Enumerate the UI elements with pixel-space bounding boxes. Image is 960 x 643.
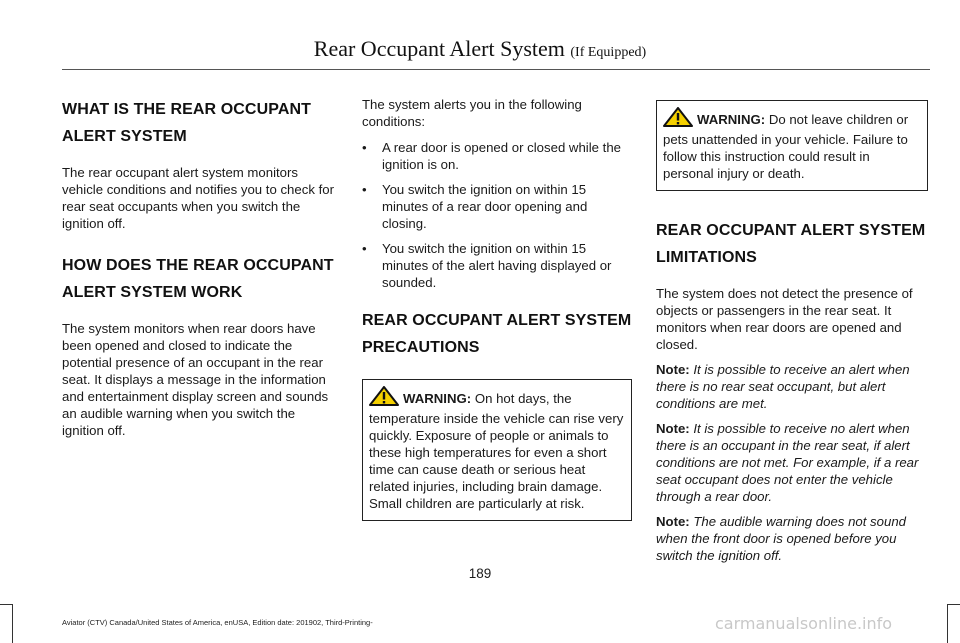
section-heading-how — [62, 252, 338, 306]
heading-line: LIMITATIONS — [656, 249, 757, 266]
bullet-glyph: • — [362, 241, 367, 256]
crop-mark — [948, 604, 960, 605]
column-1 — [62, 96, 338, 439]
warning-label: WARNING: — [697, 112, 766, 127]
crop-mark — [0, 604, 12, 605]
list-item-text: You switch the ignition on within 15 minutes of the alert having displayed or sounded. — [382, 241, 612, 290]
header-title-sub: (If Equipped) — [570, 45, 647, 60]
bullet-glyph: • — [362, 182, 367, 197]
heading-line: REAR OCCUPANT ALERT SYSTEM — [656, 222, 926, 239]
list-item-text: You switch the ignition on within 15 minutes of a rear door opening and closing. — [382, 182, 588, 231]
section-heading-precautions — [362, 307, 632, 361]
header-title — [0, 36, 960, 62]
page-number: 189 — [468, 566, 492, 581]
para-what: The rear occupant alert system monitors vehicle conditions and notifies you to check for rear seat occupants when you switch the ignition off. — [62, 165, 334, 231]
list-item — [362, 139, 632, 173]
column-2 — [362, 96, 632, 521]
note-2 — [656, 420, 928, 505]
warning-triangle-icon — [663, 107, 693, 131]
note-3 — [656, 513, 928, 564]
note-label: Note: — [656, 421, 690, 436]
section-heading-what — [62, 96, 338, 150]
note-text: The audible warning does not sound when the front door is opened before you switch the ignition off. — [656, 514, 906, 563]
heading-line: PRECAUTIONS — [362, 339, 480, 356]
warning-text: On hot days, the temperature inside the vehicle can rise very quickly. Exposure of people or animals to these high temperatures for even a short time can cause death or serious heat related injuries, including brain damage. Small children are particularly at risk. — [369, 391, 624, 511]
note-text: It is possible to receive no alert when there is an occupant in the rear seat, if alert conditions are not met. For example, if a rear seat occupant does not enter the vehicle through a rear door. — [656, 421, 919, 504]
heading-line: WHAT IS THE REAR OCCUPANT — [62, 101, 312, 118]
list-item — [362, 181, 632, 232]
header-title-main: Rear Occupant Alert System — [313, 36, 565, 61]
watermark: carmanualsonline.info — [715, 614, 893, 633]
warning-text: Do not leave children or pets unattended in your vehicle. Failure to follow this instruction could result in personal injury or death. — [663, 112, 909, 181]
warning-box-unattended — [656, 100, 928, 191]
note-text: It is possible to receive an alert when there is no rear seat occupant, but alert conditions are met. — [656, 362, 910, 411]
header-rule — [62, 69, 930, 70]
warning-label: WARNING: — [403, 391, 472, 406]
list-item — [362, 240, 632, 291]
crop-mark — [947, 604, 948, 643]
bullet-glyph: • — [362, 140, 367, 155]
note-label: Note: — [656, 362, 690, 377]
heading-line: ALERT SYSTEM — [62, 128, 187, 145]
edition-footer: Aviator (CTV) Canada/United States of America, enUSA, Edition date: 201902, Third-Printing- — [62, 618, 373, 627]
heading-line: REAR OCCUPANT ALERT SYSTEM — [362, 312, 632, 329]
note-1 — [656, 361, 928, 412]
list-item-text: A rear door is opened or closed while the ignition is on. — [382, 140, 621, 172]
warning-triangle-icon — [369, 386, 399, 410]
crop-mark — [12, 604, 13, 643]
column-3 — [656, 96, 928, 564]
heading-line: ALERT SYSTEM WORK — [62, 284, 243, 301]
alert-conditions-intro: The system alerts you in the following conditions: — [362, 97, 582, 129]
para-how: The system monitors when rear doors have been opened and closed to indicate the potential presence of an occupant in the rear seat. It displays a message in the information and entertainment display screen and sounds an audible warning when you switch the ignition off. — [62, 321, 329, 438]
alert-conditions-list — [362, 139, 632, 291]
heading-line: HOW DOES THE REAR OCCUPANT — [62, 257, 334, 274]
para-limitations: The system does not detect the presence of objects or passengers in the rear seat. It monitors when rear doors are opened and closed. — [656, 286, 913, 352]
warning-box-heat — [362, 379, 632, 521]
section-heading-limitations — [656, 217, 928, 271]
note-label: Note: — [656, 514, 690, 529]
